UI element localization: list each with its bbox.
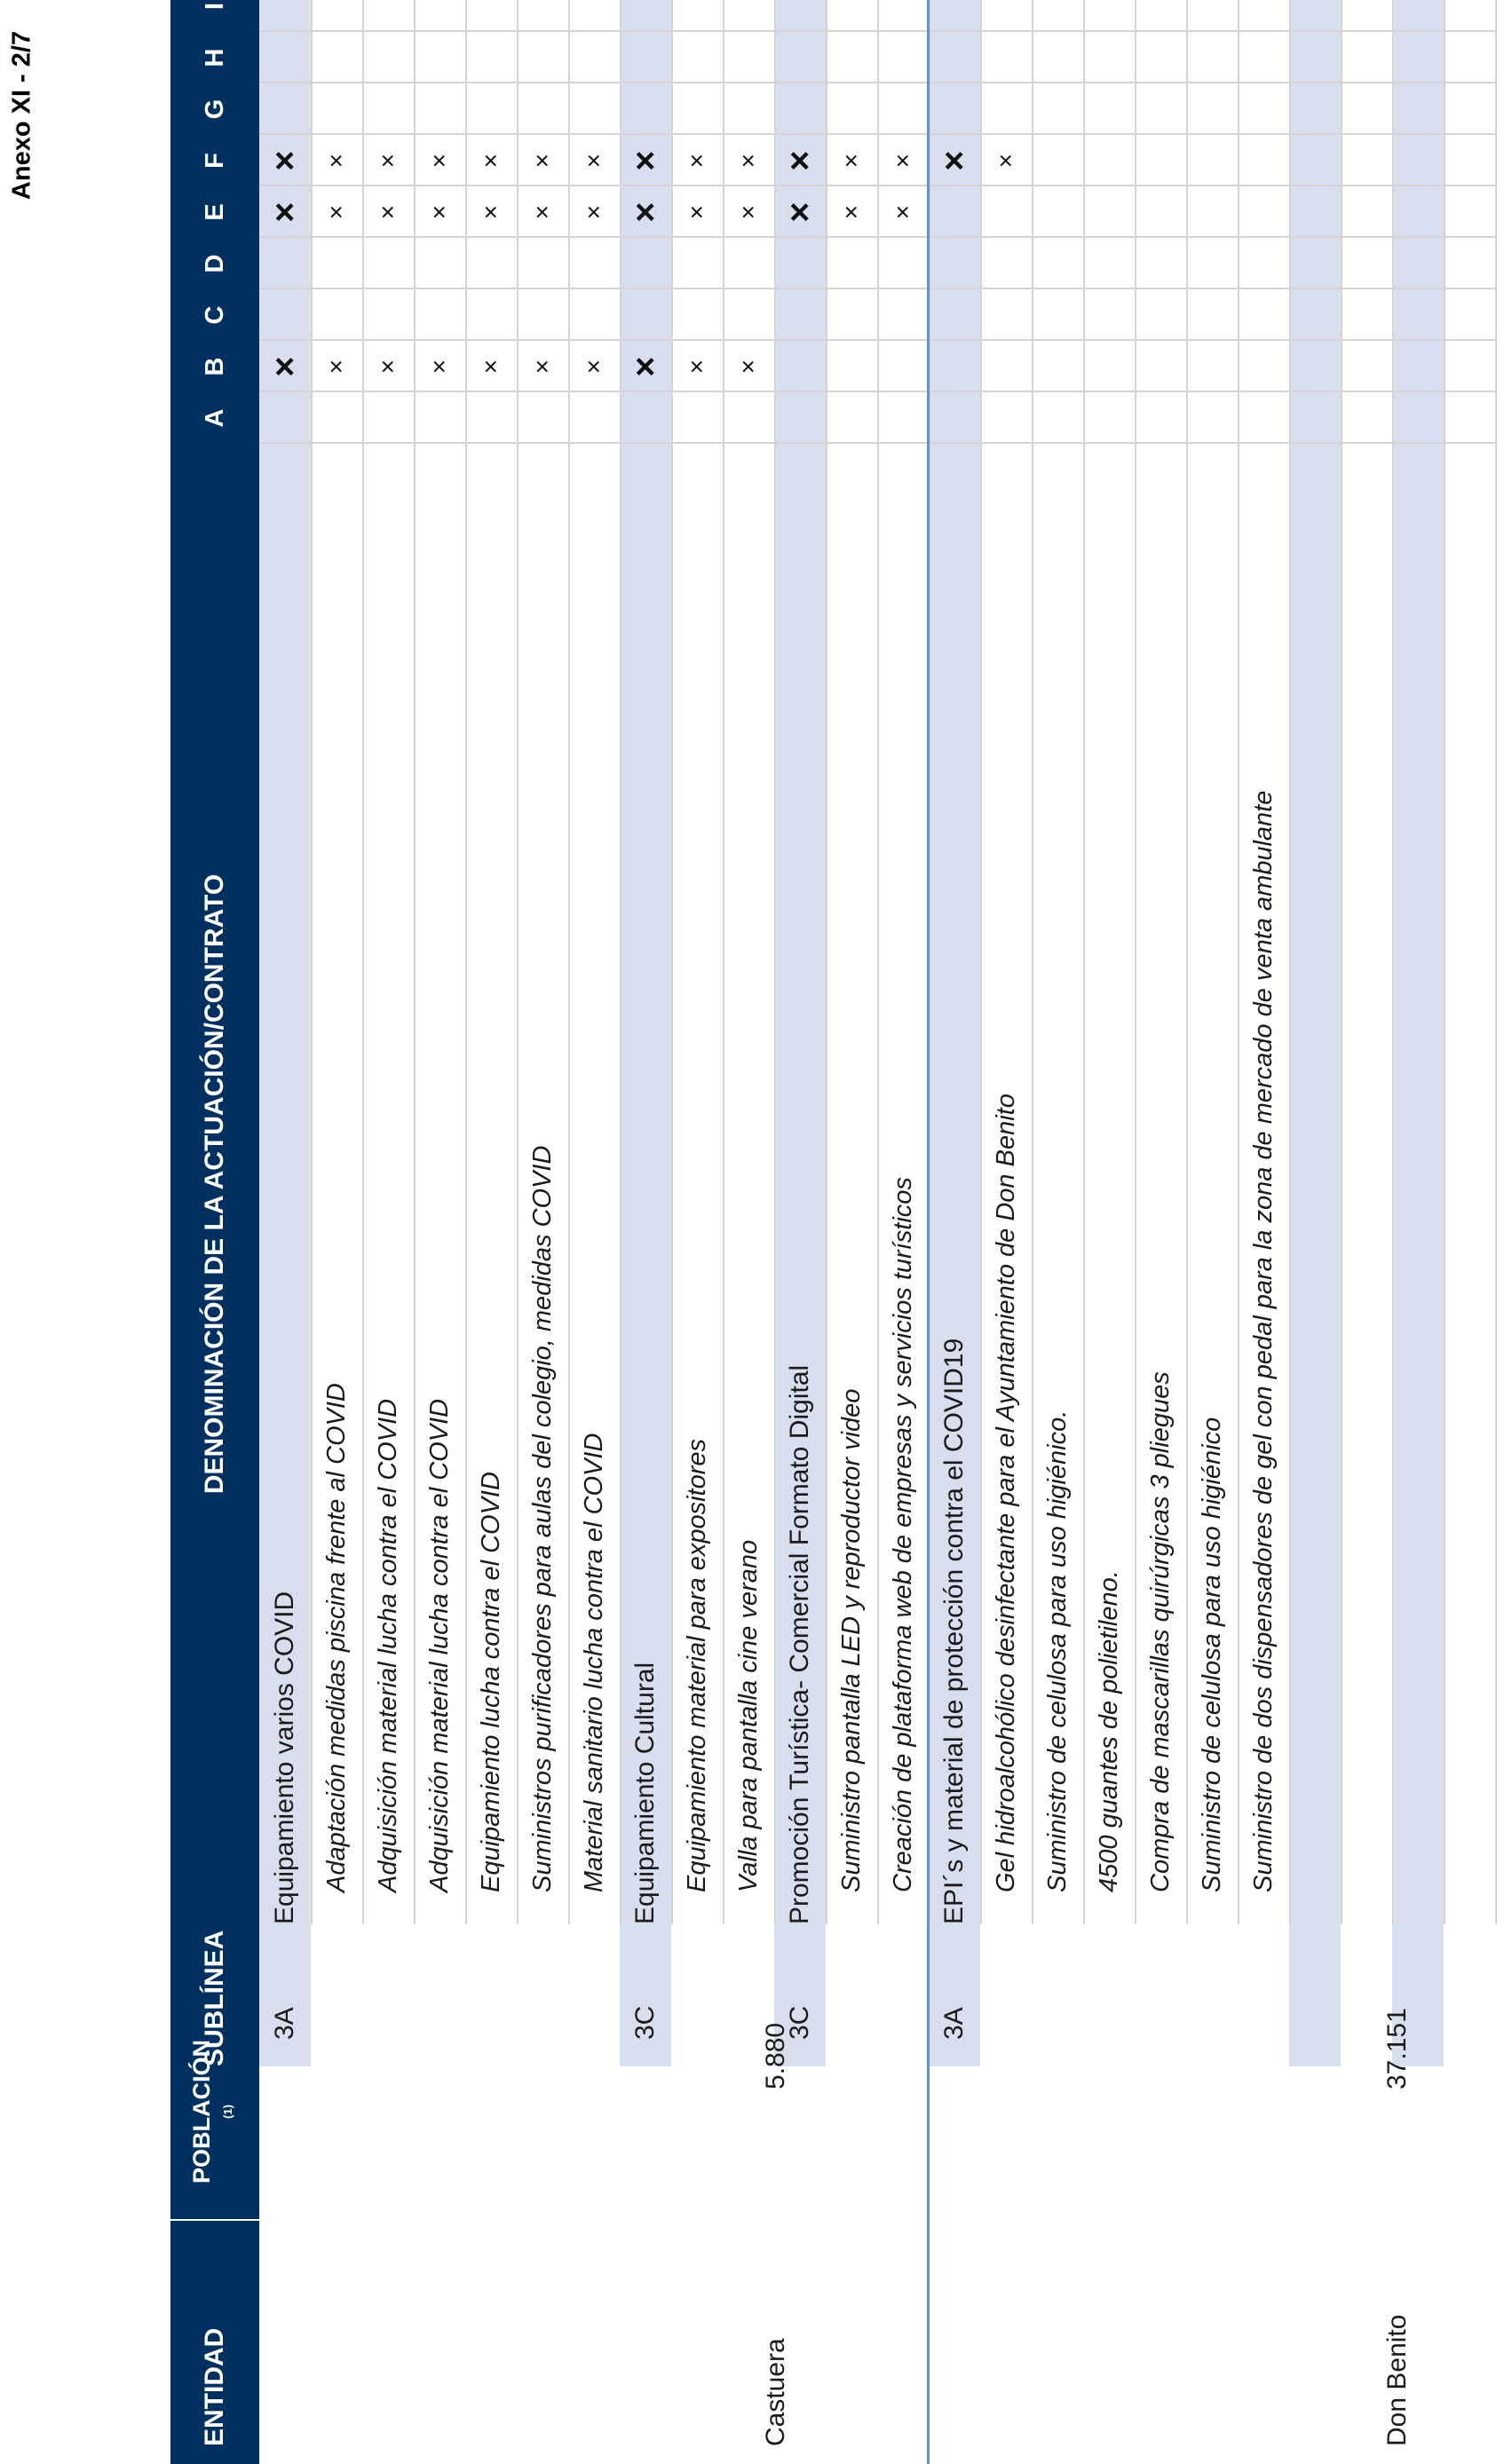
row-contract-label: Suministro pantalla LED y reproductor video [836, 1388, 866, 1892]
mark-x-e: × [683, 204, 710, 220]
mark-x-f: × [992, 153, 1019, 169]
row-contract-label: Suministro de celulosa para uso higiénico [1197, 1417, 1226, 1892]
category-band [1392, 0, 1444, 2066]
mark-x-b: × [683, 359, 710, 375]
mark-x-f: × [265, 150, 305, 171]
row-contract-label: 4500 guantes de polietileno. [1094, 1570, 1123, 1892]
column-header-i: I [200, 2, 229, 11]
mark-x-f: × [683, 153, 710, 169]
mark-x-b: × [625, 356, 665, 377]
mark-x-f: × [889, 153, 916, 169]
annex-label-container [0, 0, 44, 231]
header-poblacion-note: (1) [221, 2105, 234, 2119]
mark-x-f: × [837, 153, 865, 169]
entity-name-castuera: Castuera [761, 2338, 790, 2446]
mark-x-b: × [265, 356, 305, 377]
mark-x-b: × [477, 359, 504, 375]
column-divider [259, 288, 1495, 289]
mark-x-e: × [837, 204, 865, 220]
actions-table [170, 0, 1512, 2464]
row-contract-label: Valla para pantalla cine verano [733, 1539, 763, 1892]
row-contract-label: Adquisición material lucha contra el COVID [424, 1398, 454, 1892]
row-contract-label: Adquisición material lucha contra el COVID [373, 1398, 402, 1892]
row-category-label: Equipamiento Cultural [630, 1662, 660, 1924]
row-sublinea: 3C [785, 2005, 814, 2040]
mark-x-b: × [425, 359, 453, 375]
mark-x-e: × [734, 204, 762, 220]
row-contract-label: Suministros purificadores para aulas del colegio, medidas COVID [527, 1145, 557, 1892]
mark-x-e: × [625, 201, 665, 223]
row-category-label: Equipamiento varios COVID [270, 1591, 299, 1924]
mark-x-e: × [322, 204, 350, 220]
row-category-label: EPI´s y material de protección contra el COVID19 [939, 1338, 969, 1924]
row-contract-label: Equipamiento material para expositores [682, 1439, 711, 1892]
mark-x-f: × [425, 153, 453, 169]
row-sublinea: 3A [270, 2007, 299, 2040]
header-entidad: ENTIDAD [200, 2327, 229, 2446]
row-contract-label: Gel hidroalcohólico desinfectante para el Ayuntamiento de Don Benito [991, 1094, 1020, 1892]
entity-name-don-benito: Don Benito [1382, 2314, 1412, 2446]
entity-population-don-benito: 37.151 [1382, 2008, 1412, 2089]
column-header-h: H [200, 48, 229, 67]
column-header-e: E [200, 203, 229, 221]
row-sublinea: 3C [630, 2005, 660, 2040]
row-contract-label: Creación de plataforma web de empresas y servicios turísticos [888, 1177, 917, 1892]
header-denominacion: DENOMINACIÓN DE LA ACTUACIÓN/CONTRATO [200, 873, 229, 1495]
row-contract-label: Equipamiento lucha contra el COVID [476, 1472, 505, 1892]
row-contract-label: Material sanitario lucha contra el COVID [579, 1433, 608, 1892]
mark-x-f: × [780, 150, 819, 171]
mark-x-e: × [425, 204, 453, 220]
mark-x-f: × [322, 153, 350, 169]
column-divider [259, 30, 1495, 32]
annex-title: Anexo XI - 2/7 [7, 30, 36, 201]
column-header-c: C [200, 305, 229, 325]
mark-x-e: × [265, 201, 305, 223]
mark-x-f: × [580, 153, 607, 169]
header-sublinea: SUBLÍNEA [200, 1930, 229, 2066]
column-divider [259, 442, 1495, 444]
mark-x-e: × [477, 204, 504, 220]
mark-x-f: × [528, 153, 556, 169]
category-band [1289, 0, 1341, 2066]
mark-x-b: × [734, 359, 762, 375]
mark-x-f: × [934, 150, 974, 171]
mark-x-f: × [374, 153, 401, 169]
mark-x-b: × [322, 359, 350, 375]
mark-x-f: × [734, 153, 762, 169]
entity-population-castuera: 5.880 [761, 2022, 790, 2089]
column-header-f: F [200, 153, 229, 169]
header-separator [170, 2219, 259, 2221]
row-contract-label: Adaptación medidas piscina frente al COVID [321, 1383, 351, 1892]
row-divider [1495, 0, 1497, 1924]
mark-x-b: × [374, 359, 401, 375]
column-header-a: A [200, 408, 229, 428]
mark-x-f: × [625, 150, 665, 171]
row-contract-label: Compra de mascarillas quirúrgicas 3 pliegues [1145, 1371, 1175, 1892]
mark-x-e: × [780, 201, 819, 223]
mark-x-e: × [374, 204, 401, 220]
mark-x-e: × [889, 204, 916, 220]
row-category-label: Promoción Turística- Comercial Formato Digital [785, 1364, 814, 1924]
row-sublinea: 3A [939, 2007, 969, 2040]
mark-x-b: × [528, 359, 556, 375]
column-header-b: B [200, 357, 229, 376]
mark-x-e: × [580, 204, 607, 220]
column-divider [259, 82, 1495, 83]
table-viewport [170, 0, 1512, 2464]
table-header [170, 0, 259, 2464]
mark-x-e: × [528, 204, 556, 220]
header-poblacion-label: POBLACIÓN [188, 2040, 215, 2184]
column-header-d: D [200, 254, 229, 273]
mark-x-f: × [477, 153, 504, 169]
row-contract-label: Suministro de celulosa para uso higiénico. [1042, 1410, 1072, 1892]
mark-x-b: × [580, 359, 607, 375]
row-contract-label: Suministro de dos dispensadores de gel con pedal para la zona de mercado de venta ambulante [1248, 790, 1278, 1892]
column-header-g: G [200, 99, 229, 120]
